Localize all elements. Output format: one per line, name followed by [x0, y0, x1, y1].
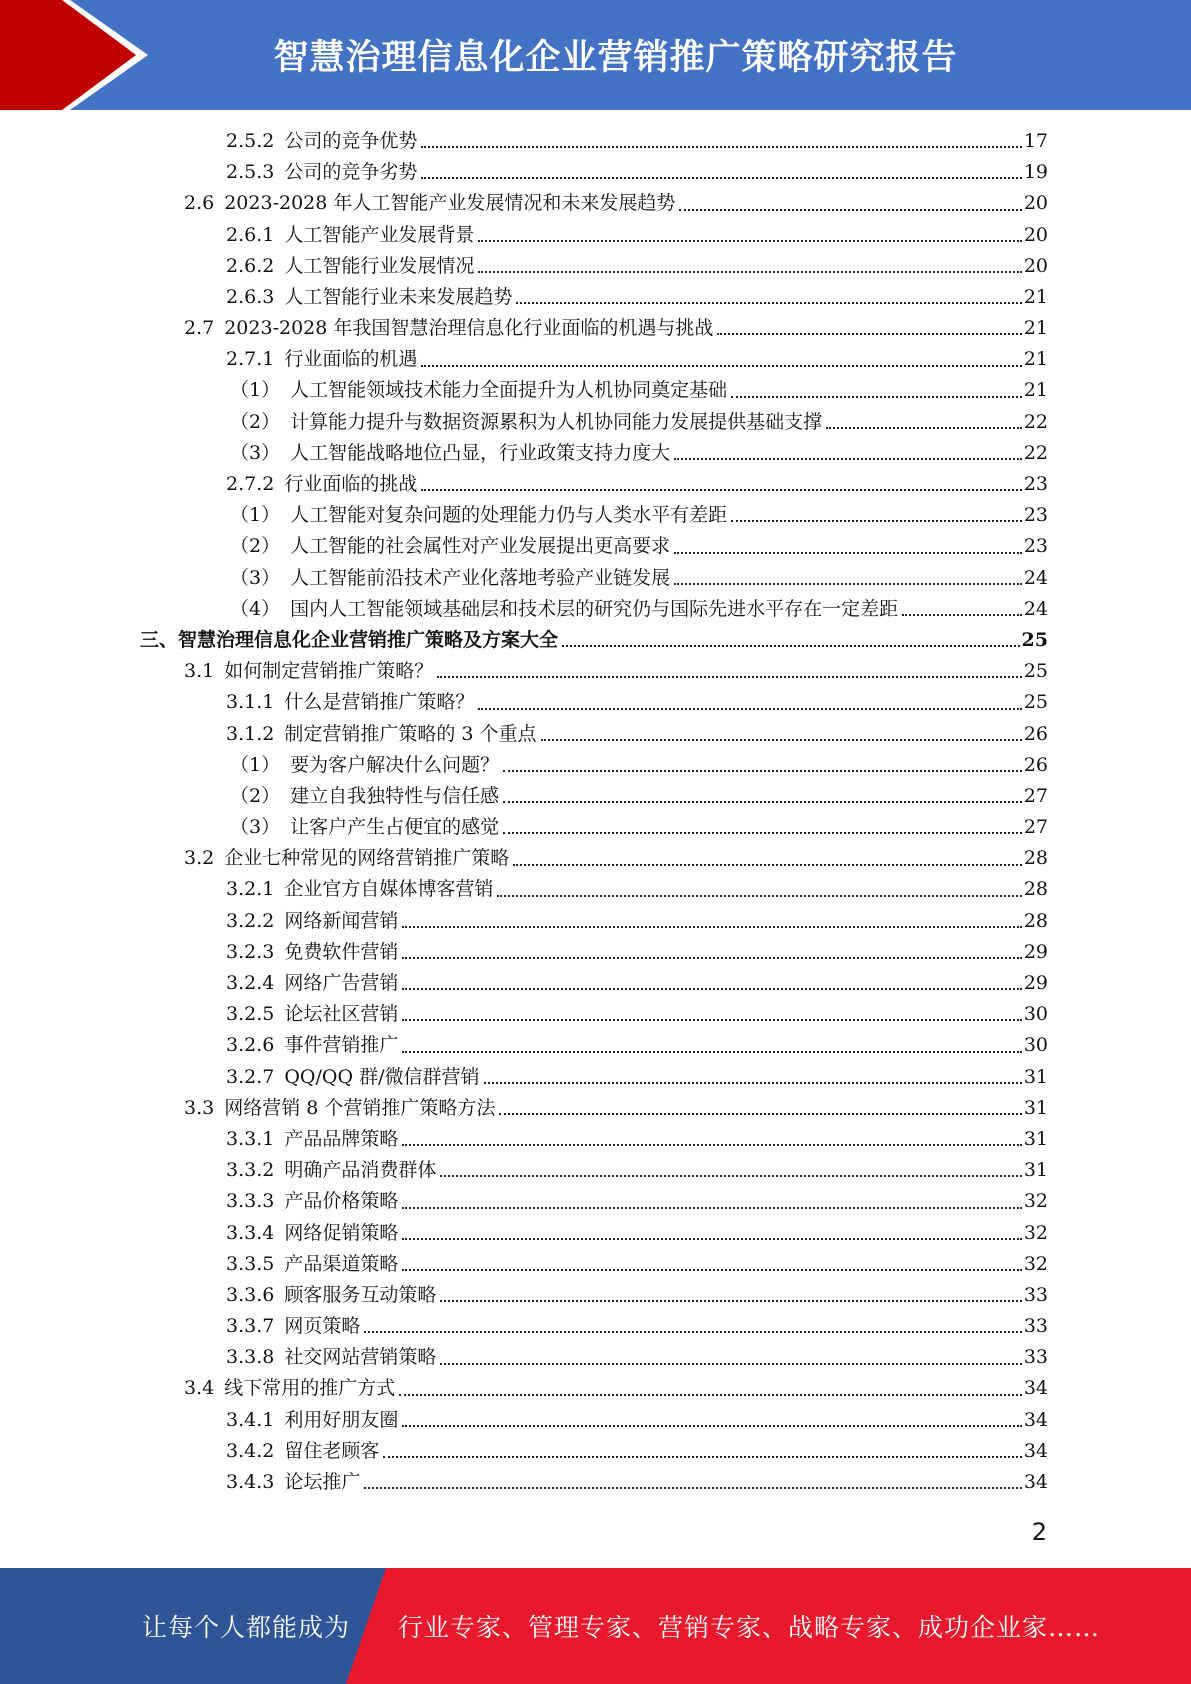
toc-entry[interactable] — [140, 220, 1048, 251]
toc-entry-number: 3.4 — [184, 1377, 215, 1400]
toc-entry-title: 论坛推广 — [284, 1471, 361, 1494]
toc-dot-leader — [731, 395, 1022, 398]
toc-entry-title: 2023-2028 年我国智慧治理信息化行业面临的机遇与挑战 — [224, 317, 714, 340]
toc-entry-number: 3.3.6 — [226, 1283, 275, 1306]
toc-dot-leader — [516, 301, 1021, 304]
toc-entry-page: 22 — [1023, 441, 1048, 464]
toc-dot-leader — [402, 956, 1021, 959]
toc-entry[interactable] — [140, 344, 1048, 375]
toc-dot-leader — [826, 426, 1022, 429]
toc-entry-page: 20 — [1023, 223, 1048, 246]
toc-entry-title: 产品品牌策略 — [284, 1127, 399, 1150]
toc-entry[interactable] — [140, 750, 1048, 781]
toc-entry-page: 20 — [1023, 254, 1048, 277]
toc-entry-page: 25 — [1023, 691, 1048, 714]
toc-entry-title: 人工智能领域技术能力全面提升为人机协同奠定基础 — [290, 379, 728, 402]
toc-entry-title: 产品渠道策略 — [284, 1252, 399, 1275]
toc-entry-number: 2.5.3 — [226, 161, 275, 184]
toc-dot-leader — [402, 1018, 1021, 1021]
toc-dot-leader — [364, 1486, 1021, 1489]
toc-entry-page: 34 — [1023, 1439, 1048, 1462]
toc-entry-number: 2.6.1 — [226, 223, 275, 246]
toc-entry-title: 行业面临的机遇 — [284, 348, 418, 371]
toc-entry-title: 2023-2028 年人工智能产业发展情况和未来发展趋势 — [224, 192, 676, 215]
toc-entry-title: 社交网站营销策略 — [284, 1346, 437, 1369]
toc-entry-page: 32 — [1023, 1252, 1048, 1275]
toc-entry-title: 企业七种常见的网络营销推广策略 — [224, 847, 510, 870]
toc-entry-page: 19 — [1023, 161, 1048, 184]
toc-entry-title: 企业官方自媒体博客营销 — [284, 878, 494, 901]
toc-entry-title: 事件营销推广 — [284, 1034, 399, 1057]
toc-entry-page: 31 — [1023, 1159, 1048, 1182]
toc-entry-title: 人工智能行业发展情况 — [284, 254, 475, 277]
toc-dot-leader — [503, 769, 1022, 772]
toc-dot-leader — [731, 519, 1022, 522]
toc-entry-title: 国内人工智能领域基础层和技术层的研究仍与国际先进水平存在一定差距 — [290, 597, 899, 620]
toc-entry-page: 24 — [1023, 566, 1048, 589]
toc-entry[interactable] — [140, 999, 1048, 1030]
toc-entry[interactable] — [140, 906, 1048, 937]
toc-entry[interactable] — [140, 781, 1048, 812]
toc-dot-leader — [902, 613, 1022, 616]
toc-entry-page: 25 — [1021, 628, 1048, 651]
toc-entry-page: 27 — [1023, 784, 1048, 807]
toc-dot-leader — [399, 1393, 1022, 1396]
toc-entry[interactable] — [140, 469, 1048, 500]
toc-entry-title: 建立自我独特性与信任感 — [290, 784, 500, 807]
toc-entry[interactable] — [140, 1405, 1048, 1436]
toc-dot-leader — [440, 1299, 1021, 1302]
toc-entry-page: 29 — [1023, 972, 1048, 995]
toc-entry-page: 33 — [1023, 1283, 1048, 1306]
toc-entry-title: 论坛社区营销 — [284, 1003, 399, 1026]
toc-entry-number: 3.4.2 — [226, 1439, 275, 1462]
toc-dot-leader — [513, 863, 1022, 866]
toc-entry-page: 23 — [1023, 504, 1048, 527]
toc-entry-number: （2） — [230, 535, 281, 558]
toc-entry-title: 人工智能产业发展背景 — [284, 223, 475, 246]
toc-entry-page: 21 — [1023, 285, 1048, 308]
toc-entry[interactable] — [140, 594, 1048, 625]
toc-entry[interactable] — [140, 1280, 1048, 1311]
toc-entry-page: 22 — [1023, 410, 1048, 433]
toc-dot-leader — [421, 364, 1021, 367]
toc-entry[interactable] — [140, 1436, 1048, 1467]
toc-entry-number: 2.6.3 — [226, 285, 275, 308]
toc-entry-number: （3） — [230, 816, 281, 839]
toc-dot-leader — [478, 239, 1021, 242]
toc-entry-title: 智慧治理信息化企业营销推广策略及方案大全 — [178, 628, 559, 651]
toc-entry[interactable] — [140, 812, 1048, 843]
toc-entry-title: 产品价格策略 — [284, 1190, 399, 1213]
toc-entry-title: 留住老顾客 — [284, 1439, 380, 1462]
toc-entry-page: 32 — [1023, 1221, 1048, 1244]
toc-entry-page: 29 — [1023, 940, 1048, 963]
toc-entry-page: 21 — [1023, 379, 1048, 402]
toc-entry-page: 31 — [1023, 1096, 1048, 1119]
toc-entry-page: 30 — [1023, 1034, 1048, 1057]
toc-entry-number: 3.2.2 — [226, 909, 275, 932]
toc-entry[interactable] — [140, 719, 1048, 750]
toc-entry-title: 网络营销 8 个营销推广策略方法 — [224, 1096, 496, 1119]
toc-entry-page: 30 — [1023, 1003, 1048, 1026]
toc-entry[interactable] — [140, 1093, 1048, 1124]
toc-entry[interactable] — [140, 282, 1048, 313]
toc-entry-page: 33 — [1023, 1346, 1048, 1369]
toc-entry-page: 34 — [1023, 1377, 1048, 1400]
toc-entry-page: 23 — [1023, 535, 1048, 558]
toc-dot-leader — [562, 644, 1020, 647]
toc-entry[interactable] — [140, 531, 1048, 562]
toc-entry-number: （1） — [230, 753, 281, 776]
toc-entry-title: 明确产品消费群体 — [284, 1159, 437, 1182]
toc-entry-number: 3.1 — [184, 660, 215, 683]
toc-dot-leader — [484, 1081, 1022, 1084]
toc-entry[interactable] — [140, 126, 1048, 157]
toc-entry[interactable] — [140, 1062, 1048, 1093]
toc-entry-number: （1） — [230, 379, 281, 402]
toc-entry-number: 3.2.1 — [226, 878, 275, 901]
toc-dot-leader — [503, 800, 1022, 803]
toc-entry-number: 3.2 — [184, 847, 215, 870]
toc-entry-number: 2.7.2 — [226, 473, 275, 496]
toc-entry[interactable] — [140, 687, 1048, 718]
toc-dot-leader — [364, 1330, 1021, 1333]
toc-entry-number: 3.3.1 — [226, 1127, 275, 1150]
toc-entry-title: 网络广告营销 — [284, 972, 399, 995]
toc-entry[interactable] — [140, 1249, 1048, 1280]
toc-dot-leader — [497, 894, 1021, 897]
toc-entry-number: 3.3.5 — [226, 1252, 275, 1275]
toc-entry-page: 26 — [1023, 722, 1048, 745]
toc-entry-number: 3.2.5 — [226, 1003, 275, 1026]
toc-entry-number: （3） — [230, 441, 281, 464]
toc-entry-number: 3.3.4 — [226, 1221, 275, 1244]
page-number: 2 — [1031, 1518, 1047, 1546]
toc-entry-page: 31 — [1023, 1127, 1048, 1150]
toc-entry[interactable] — [140, 968, 1048, 999]
toc-entry-title: 线下常用的推广方式 — [224, 1377, 396, 1400]
toc-dot-leader — [440, 1174, 1021, 1177]
toc-entry-number: 3.3.3 — [226, 1190, 275, 1213]
toc-entry[interactable] — [140, 1155, 1048, 1186]
toc-entry-page: 28 — [1023, 847, 1048, 870]
toc-dot-leader — [478, 270, 1021, 273]
toc-entry[interactable] — [140, 563, 1048, 594]
red-arrow-icon — [0, 0, 160, 110]
toc-entry[interactable] — [140, 937, 1048, 968]
footer-band — [0, 1568, 1191, 1684]
toc-entry[interactable] — [140, 1124, 1048, 1155]
toc-entry[interactable] — [140, 500, 1048, 531]
toc-entry-number: 3.2.3 — [226, 940, 275, 963]
toc-entry-title: 网络新闻营销 — [284, 909, 399, 932]
toc-entry-title: 什么是营销推广策略？ — [284, 691, 475, 714]
toc-entry[interactable] — [140, 1467, 1048, 1498]
toc-entry-number: （4） — [230, 597, 281, 620]
toc-entry-title: 人工智能前沿技术产业化落地考验产业链发展 — [290, 566, 671, 589]
toc-dot-leader — [421, 145, 1021, 148]
toc-entry-title: 如何制定营销推广策略？ — [224, 660, 434, 683]
toc-entry[interactable] — [140, 843, 1048, 874]
toc-entry-title: 人工智能对复杂问题的处理能力仍与人类水平有差距 — [290, 504, 728, 527]
toc-entry-number: （3） — [230, 566, 281, 589]
toc-entry-number: 3.3.2 — [226, 1159, 275, 1182]
footer-slogan-right: 行业专家、管理专家、营销专家、战略专家、成功企业家…… — [398, 1613, 1101, 1642]
table-of-contents — [140, 126, 1048, 1498]
toc-entry-title: 要为客户解决什么问题？ — [290, 753, 500, 776]
toc-entry-number: 3.3.7 — [226, 1315, 275, 1338]
toc-entry-page: 23 — [1023, 473, 1048, 496]
toc-entry[interactable] — [140, 407, 1048, 438]
toc-dot-leader — [402, 1424, 1021, 1427]
toc-dot-leader — [402, 1050, 1021, 1053]
document-title: 智慧治理信息化企业营销推广策略研究报告 — [273, 38, 958, 78]
toc-entry-page: 20 — [1023, 192, 1048, 215]
toc-dot-leader — [674, 582, 1022, 585]
toc-dot-leader — [402, 925, 1021, 928]
toc-entry-title: QQ/QQ 群/微信群营销 — [284, 1065, 480, 1088]
toc-entry-title: 免费软件营销 — [284, 940, 399, 963]
toc-entry-page: 34 — [1023, 1471, 1048, 1494]
toc-entry[interactable] — [140, 1311, 1048, 1342]
toc-entry-number: 3.1.2 — [226, 722, 275, 745]
toc-entry-number: 3.3 — [184, 1096, 215, 1119]
toc-entry-title: 网页策略 — [284, 1315, 361, 1338]
toc-entry-title: 制定营销推广策略的 3 个重点 — [284, 722, 537, 745]
toc-entry-title: 计算能力提升与数据资源累积为人机协同能力发展提供基础支撑 — [290, 410, 823, 433]
toc-dot-leader — [541, 738, 1022, 741]
toc-dot-leader — [402, 1237, 1021, 1240]
toc-entry-number: 3.2.4 — [226, 972, 275, 995]
toc-entry-number: 2.5.2 — [226, 129, 275, 152]
toc-entry-title: 让客户产生占便宜的感觉 — [290, 816, 500, 839]
toc-entry-number: 3.4.3 — [226, 1471, 275, 1494]
toc-entry-page: 27 — [1023, 816, 1048, 839]
toc-dot-leader — [674, 551, 1022, 554]
toc-entry[interactable] — [140, 1374, 1048, 1405]
toc-entry-title: 利用好朋友圈 — [284, 1408, 399, 1431]
toc-dot-leader — [679, 208, 1021, 211]
toc-entry[interactable] — [140, 313, 1048, 344]
toc-entry-page: 28 — [1023, 909, 1048, 932]
toc-dot-leader — [503, 831, 1022, 834]
toc-entry[interactable] — [140, 625, 1048, 656]
toc-entry-page: 21 — [1023, 348, 1048, 371]
toc-dot-leader — [402, 1143, 1021, 1146]
toc-entry-title: 人工智能战略地位凸显，行业政策支持力度大 — [290, 441, 671, 464]
toc-entry-number: 3.1.1 — [226, 691, 275, 714]
footer-slogan-left: 让每个人都能成为 — [142, 1613, 351, 1642]
toc-entry-page: 33 — [1023, 1315, 1048, 1338]
toc-entry-number: 2.7.1 — [226, 348, 275, 371]
toc-entry[interactable] — [140, 188, 1048, 219]
toc-entry-number: 2.7 — [184, 317, 215, 340]
toc-entry-title: 网络促销策略 — [284, 1221, 399, 1244]
toc-entry-page: 28 — [1023, 878, 1048, 901]
toc-entry-page: 17 — [1023, 129, 1048, 152]
toc-dot-leader — [402, 987, 1021, 990]
toc-entry-number: 2.6 — [184, 192, 215, 215]
toc-entry[interactable] — [140, 438, 1048, 469]
toc-entry-number: 3.4.1 — [226, 1408, 275, 1431]
toc-entry[interactable] — [140, 1186, 1048, 1217]
toc-entry[interactable] — [140, 1218, 1048, 1249]
toc-dot-leader — [383, 1455, 1021, 1458]
toc-entry-page: 34 — [1023, 1408, 1048, 1431]
toc-entry-page: 24 — [1023, 597, 1048, 620]
toc-dot-leader — [421, 488, 1021, 491]
toc-entry-title: 公司的竞争劣势 — [284, 161, 418, 184]
toc-entry[interactable] — [140, 376, 1048, 407]
toc-entry-number: 3.2.6 — [226, 1034, 275, 1057]
toc-entry[interactable] — [140, 1342, 1048, 1373]
toc-dot-leader — [478, 707, 1021, 710]
toc-entry-page: 26 — [1023, 753, 1048, 776]
toc-dot-leader — [437, 675, 1022, 678]
toc-entry-title: 行业面临的挑战 — [284, 473, 418, 496]
toc-entry-number: 3.3.8 — [226, 1346, 275, 1369]
toc-dot-leader — [717, 332, 1021, 335]
toc-entry-number: （2） — [230, 410, 281, 433]
toc-dot-leader — [499, 1112, 1021, 1115]
toc-dot-leader — [421, 176, 1021, 179]
toc-entry-page: 25 — [1023, 660, 1048, 683]
toc-entry-number: 3.2.7 — [226, 1065, 275, 1088]
toc-entry[interactable] — [140, 1030, 1048, 1061]
toc-dot-leader — [440, 1362, 1021, 1365]
toc-entry[interactable] — [140, 251, 1048, 282]
toc-entry-page: 21 — [1023, 317, 1048, 340]
toc-entry[interactable] — [140, 875, 1048, 906]
toc-dot-leader — [402, 1206, 1021, 1209]
toc-entry-title: 人工智能行业未来发展趋势 — [284, 285, 513, 308]
toc-dot-leader — [402, 1268, 1021, 1271]
toc-entry-title: 人工智能的社会属性对产业发展提出更高要求 — [290, 535, 671, 558]
toc-entry[interactable] — [140, 656, 1048, 687]
toc-entry[interactable] — [140, 157, 1048, 188]
toc-entry-number: （2） — [230, 784, 281, 807]
header-band — [0, 0, 1191, 110]
toc-entry-number: 三、 — [140, 628, 179, 651]
toc-entry-page: 32 — [1023, 1190, 1048, 1213]
toc-entry-title: 公司的竞争优势 — [284, 129, 418, 152]
toc-entry-title: 顾客服务互动策略 — [284, 1283, 437, 1306]
toc-entry-number: （1） — [230, 504, 281, 527]
toc-entry-number: 2.6.2 — [226, 254, 275, 277]
toc-entry-page: 31 — [1023, 1065, 1048, 1088]
toc-dot-leader — [674, 457, 1022, 460]
